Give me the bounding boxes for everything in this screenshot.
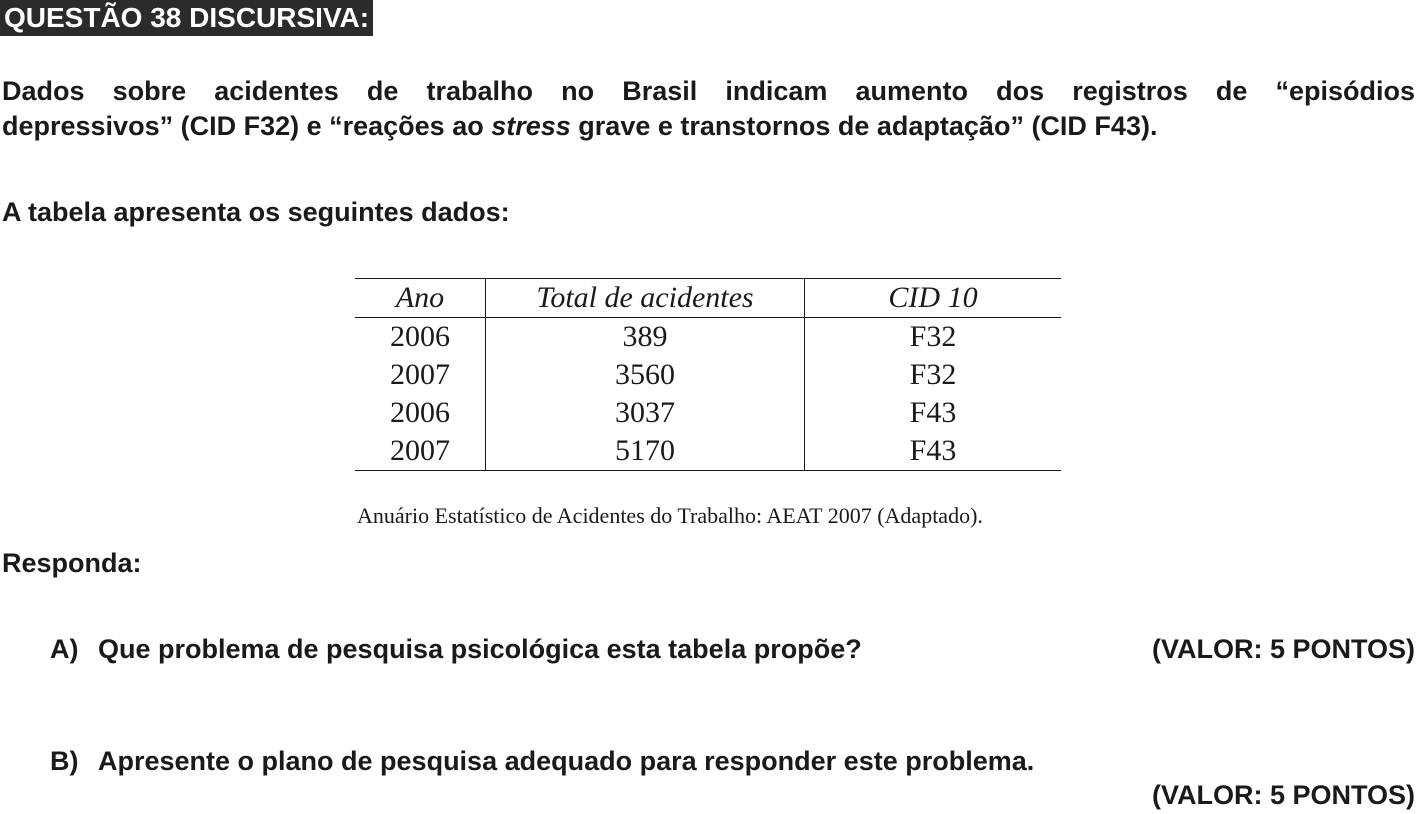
cell-total: 5170 bbox=[486, 432, 805, 471]
question-a-letter: A) bbox=[50, 634, 79, 664]
table-row bbox=[355, 394, 1061, 432]
table-source: Anuário Estatístico de Acidentes do Trabalho: AEAT 2007 (Adaptado). bbox=[357, 503, 983, 528]
table-intro: A tabela apresenta os seguintes dados: bbox=[2, 197, 510, 227]
cell-cid: F32 bbox=[909, 320, 957, 353]
header-total: Total de acidentes bbox=[486, 279, 805, 318]
cell-total: 3560 bbox=[486, 356, 805, 394]
cell-total: 389 bbox=[486, 318, 805, 357]
cell-total: 3037 bbox=[486, 394, 805, 432]
question-statement bbox=[2, 74, 1415, 144]
statement-line-1: Dados sobre acidentes de trabalho no Brasil indicam aumento dos registros de “episódios bbox=[2, 76, 1415, 106]
statement-line-2 bbox=[2, 109, 1415, 144]
cell-year: 2007 bbox=[355, 432, 486, 471]
cell-cid: F43 bbox=[909, 396, 957, 429]
header-year: Ano bbox=[355, 279, 486, 318]
statement-text: depressivos” (CID F32) e “reações ao bbox=[2, 111, 492, 141]
question-b-text: Apresente o plano de pesquisa adequado para responder este problema. bbox=[98, 746, 1035, 776]
table-row bbox=[355, 432, 1061, 471]
cell-cid: F43 bbox=[805, 432, 1062, 471]
respond-heading: Responda: bbox=[2, 548, 142, 578]
accidents-table bbox=[355, 278, 1061, 471]
statement-italic-term: stress bbox=[491, 111, 571, 141]
question-a-text: Que problema de pesquisa psicológica esta tabela propõe? bbox=[98, 634, 862, 664]
table-header-row bbox=[355, 279, 1061, 318]
question-b bbox=[50, 744, 1034, 779]
table-row bbox=[355, 356, 1061, 394]
statement-text: grave e transtornos de adaptação” (CID F43). bbox=[570, 111, 1158, 141]
table-row bbox=[355, 318, 1061, 357]
question-b-letter: B) bbox=[50, 746, 79, 776]
cell-cid: F32 bbox=[909, 358, 957, 391]
question-b-value: (VALOR: 5 PONTOS) bbox=[1151, 780, 1415, 810]
question-a-value: (VALOR: 5 PONTOS) bbox=[1151, 634, 1415, 664]
cell-year: 2007 bbox=[355, 356, 486, 394]
question-a bbox=[50, 632, 862, 667]
cell-year: 2006 bbox=[355, 318, 486, 357]
header-cid: CID 10 bbox=[805, 279, 1062, 318]
cell-year: 2006 bbox=[355, 394, 486, 432]
question-title: QUESTÃO 38 DISCURSIVA: bbox=[0, 0, 373, 36]
